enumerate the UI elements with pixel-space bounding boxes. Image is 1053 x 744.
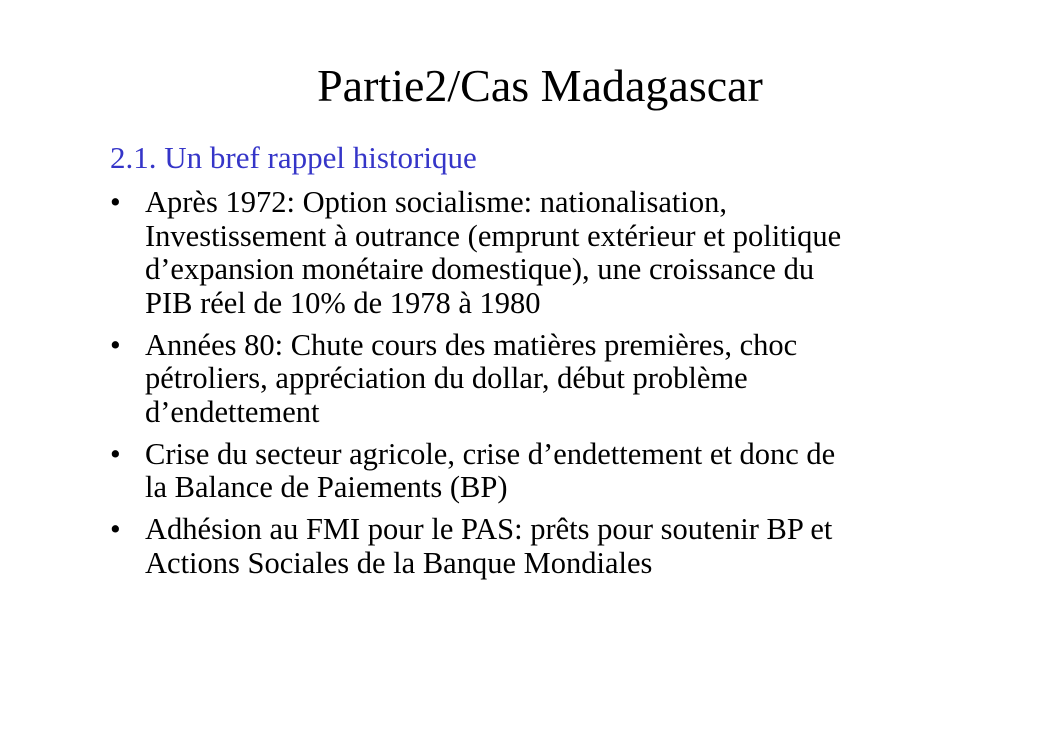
bullet-list xyxy=(110,186,960,589)
bullet-text-line: Années 80: Chute cours des matières premières, choc xyxy=(145,327,798,362)
bullet-text-line: PIB réel de 10% de 1978 à 1980 xyxy=(145,285,541,320)
bullet-item-3 xyxy=(110,438,960,505)
bullet-text-line: Crise du secteur agricole, crise d’endettement et donc de xyxy=(145,436,836,471)
slide-title: Partie2/Cas Madagascar xyxy=(317,60,763,111)
bullet-text-line: Après 1972: Option socialisme: nationalisation, xyxy=(145,185,727,219)
bullet-item-1 xyxy=(110,186,960,320)
bullet-text-line: Investissement à outrance (emprunt extérieur et politique xyxy=(145,218,842,253)
bullet-text-line: Adhésion au FMI pour le PAS: prêts pour soutenir BP et xyxy=(145,512,833,546)
bullet-item-4 xyxy=(110,513,960,580)
bullet-text-line: d’endettement xyxy=(145,394,320,429)
bullet-point-icon: • xyxy=(110,327,121,362)
bullet-text-line: Actions Sociales de la Banque Mondiales xyxy=(145,545,653,580)
bullet-point-icon: • xyxy=(110,185,121,219)
bullet-point-icon: • xyxy=(110,436,121,471)
bullet-point-icon: • xyxy=(110,512,121,546)
bullet-item-2 xyxy=(110,329,960,430)
bullet-text-line: d’expansion monétaire domestique), une croissance du xyxy=(145,252,815,286)
bullet-text-line: la Balance de Paiements (BP) xyxy=(145,470,508,504)
bullet-text-line: pétroliers, appréciation du dollar, début problème xyxy=(145,361,748,395)
section-heading: 2.1. Un bref rappel historique xyxy=(110,140,477,175)
